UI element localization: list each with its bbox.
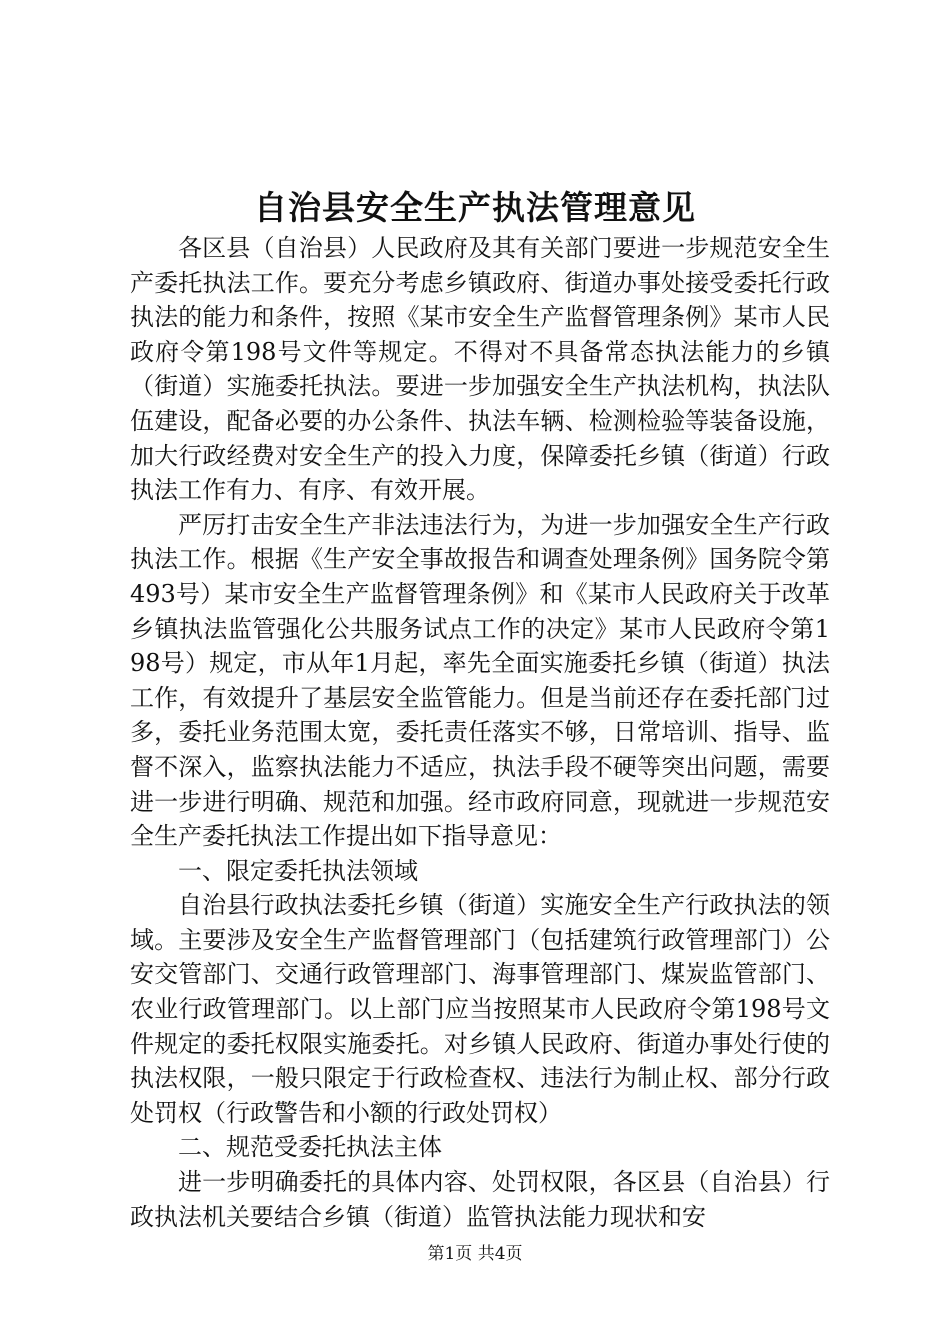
paragraph-section-2: 进一步明确委托的具体内容、处罚权限，各区县（自治县）行政执法机关要结合乡镇（街道）监管执法能力现状和安 [130, 1168, 830, 1231]
document-title: 自治县安全生产执法管理意见 [254, 188, 696, 227]
document-body [130, 231, 830, 1234]
section-heading-2: 二、规范受委托执法主体 [178, 1133, 442, 1162]
paragraph-background: 严厉打击安全生产非法违法行为，为进一步加强安全生产行政执法工作。根据《生产安全事故报告和调查处理条例》国务院令第493号）某市安全生产监督管理条例》和《某市人民政府关于改革乡镇执法监管强化公共服务试点工作的决定》某市人民政府令第198号）规定，市从年1月起，率先全面实施委托乡镇（街道）执法工作，有效提升了基层安全监管能力。但是当前还存在委托部门过多，委托业务范围太宽，委托责任落实不够，日常培训、指导、监督不深入，监察执法能力不适应，执法手段不硬等突出问题，需要进一步进行明确、规范和加强。经市政府同意，现就进一步规范安全生产委托执法工作提出如下指导意见： [130, 510, 830, 851]
paragraph-intro: 各区县（自治县）人民政府及其有关部门要进一步规范安全生产委托执法工作。要充分考虑乡镇政府、街道办事处接受委托行政执法的能力和条件，按照《某市安全生产监督管理条例》某市人民政府令第198号文件等规定。不得对不具备常态执法能力的乡镇（街道）实施委托执法。要进一步加强安全生产执法机构，执法队伍建设，配备必要的办公条件、执法车辆、检测检验等装备设施，加大行政经费对安全生产的投入力度，保障委托乡镇（街道）行政执法工作有力、有序、有效开展。 [130, 234, 830, 505]
paragraph-section-1: 自治县行政执法委托乡镇（街道）实施安全生产行政执法的领域。主要涉及安全生产监督管理部门（包括建筑行政管理部门）公安交管部门、交通行政管理部门、海事管理部门、煤炭监管部门、农业行政管理部门。以上部门应当按照某市人民政府令第198号文件规定的委托权限实施委托。对乡镇人民政府、街道办事处行使的执法权限，一般只限定于行政检查权、违法行为制止权、部分行政处罚权（行政警告和小额的行政处罚权） [130, 891, 830, 1127]
page-number-footer: 第1页 共4页 [427, 1244, 523, 1264]
section-heading-1: 一、限定委托执法领域 [178, 856, 418, 885]
